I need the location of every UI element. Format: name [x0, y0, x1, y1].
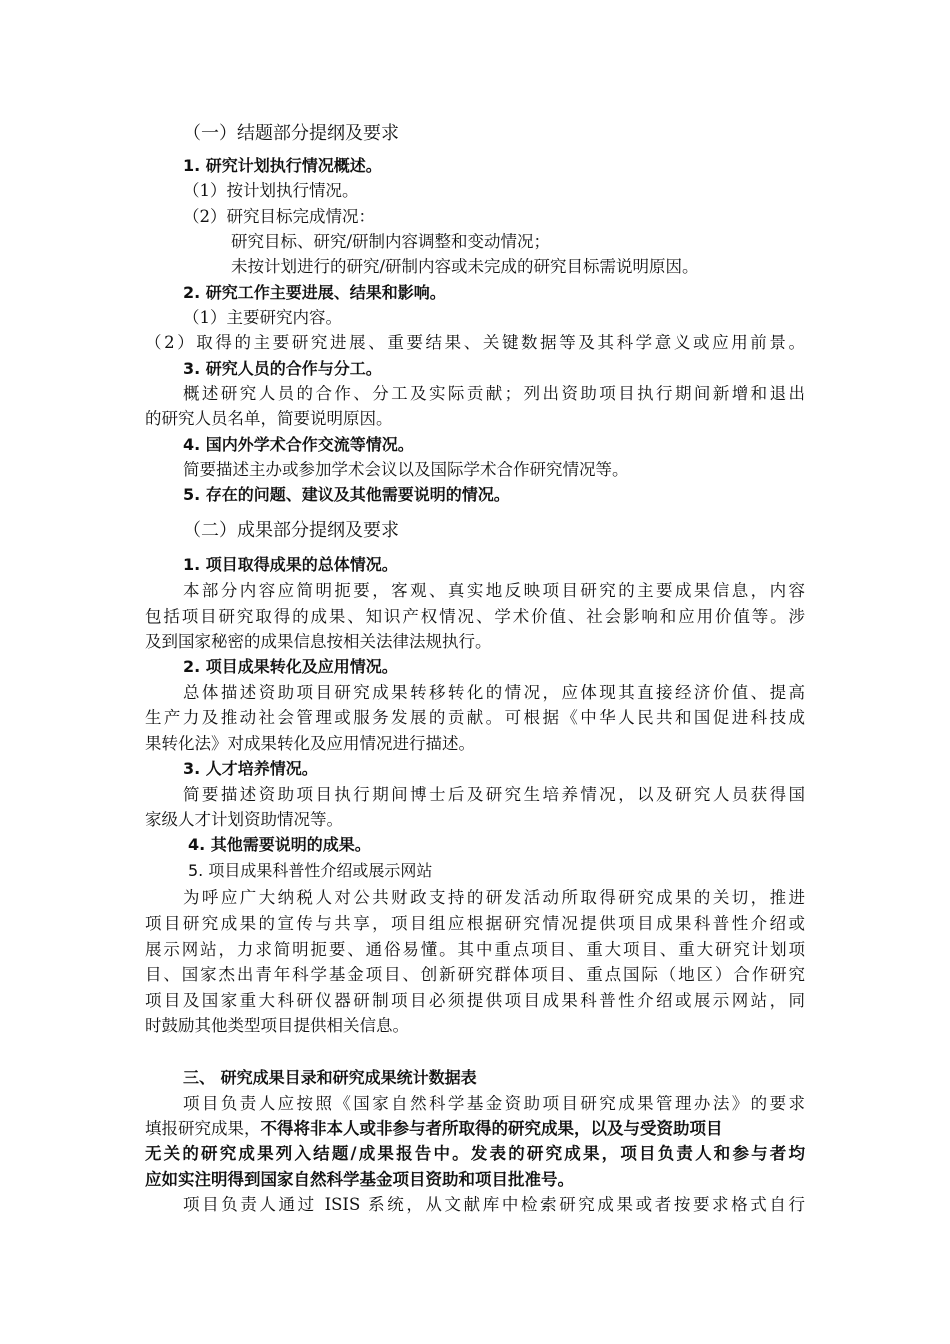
paragraph-line: （2）取得的主要研究进展、重要结果、关键数据等及其科学意义或应用前景。 [145, 333, 805, 352]
item-title: 3. 研究人员的合作与分工。 [183, 359, 382, 378]
paragraph-line [145, 1116, 723, 1142]
paragraph-line: （1）主要研究内容。 [183, 308, 342, 327]
paragraph-line: 生产力及推动社会管理或服务发展的贡献。可根据《中华人民共和国促进科技成 [145, 708, 805, 727]
paragraph-line: （1）按计划执行情况。 [183, 181, 359, 200]
paragraph-line: 为呼应广大纳税人对公共财政支持的研发活动所取得研究成果的关切，推进 [183, 888, 805, 907]
paragraph-line: 项目负责人应按照《国家自然科学基金资助项目研究成果管理办法》的要求 [183, 1094, 805, 1113]
item-title: 3. 人才培养情况。 [183, 759, 318, 778]
part-heading: 三、 研究成果目录和研究成果统计数据表 [183, 1068, 477, 1087]
item-title: 5. 存在的问题、建议及其他需要说明的情况。 [183, 485, 510, 504]
paragraph-line: 包括项目研究取得的成果、知识产权情况、学术价值、社会影响和应用价值等。涉 [145, 607, 805, 626]
bold-paragraph-line: 无关的研究成果列入结题/成果报告中。发表的研究成果，项目负责人和参与者均 [145, 1144, 805, 1163]
item-title: 5. 项目成果科普性介绍或展示网站 [188, 861, 433, 880]
paragraph-line: （2）研究目标完成情况： [183, 207, 375, 226]
paragraph-line: 家级人才计划资助情况等。 [145, 810, 343, 829]
paragraph-line: 项目研究成果的宣传与共享，项目组应根据研究情况提供项目成果科普性介绍或 [145, 914, 805, 933]
paragraph-line: 及到国家秘密的成果信息按相关法律法规执行。 [145, 632, 492, 651]
paragraph-line: 项目及国家重大科研仪器研制项目必须提供项目成果科普性介绍或展示网站，同 [145, 991, 805, 1010]
bold-text-run: 不得将非本人或非参与者所取得的研究成果，以及与受资助项目 [260, 1119, 723, 1138]
paragraph-line: 果转化法》对成果转化及应用情况进行描述。 [145, 734, 475, 753]
paragraph-line: 项目负责人通过 ISIS 系统，从文献库中检索研究成果或者按要求格式自行 [183, 1195, 805, 1214]
paragraph-line: 目、国家杰出青年科学基金项目、创新研究群体项目、重点国际（地区）合作研究 [145, 965, 805, 984]
item-title: 4. 国内外学术合作交流等情况。 [183, 435, 414, 454]
text-run: 填报研究成果， [145, 1119, 261, 1138]
bold-paragraph-line: 应如实注明得到国家自然科学基金项目资助和项目批准号。 [145, 1170, 574, 1189]
item-title: 2. 研究工作主要进展、结果和影响。 [183, 283, 446, 302]
item-title: 1. 项目取得成果的总体情况。 [183, 555, 398, 574]
paragraph-line: 简要描述资助项目执行期间博士后及研究生培养情况，以及研究人员获得国 [183, 785, 805, 804]
paragraph-line: 简要描述主办或参加学术会议以及国际学术合作研究情况等。 [183, 460, 629, 479]
paragraph-line: 未按计划进行的研究/研制内容或未完成的研究目标需说明原因。 [231, 257, 699, 276]
item-title: 4. 其他需要说明的成果。 [188, 835, 371, 854]
item-title: 2. 项目成果转化及应用情况。 [183, 657, 398, 676]
paragraph-line: 的研究人员名单，简要说明原因。 [145, 409, 393, 428]
paragraph-line: 本部分内容应简明扼要，客观、真实地反映项目研究的主要成果信息，内容 [183, 581, 805, 600]
paragraph-line: 概述研究人员的合作、分工及实际贡献；列出资助项目执行期间新增和退出 [183, 384, 805, 403]
paragraph-line: 总体描述资助项目研究成果转移转化的情况，应体现其直接经济价值、提高 [183, 683, 805, 702]
paragraph-line: 展示网站，力求简明扼要、通俗易懂。其中重点项目、重大项目、重大研究计划项 [145, 940, 805, 959]
section-heading-results: （二）成果部分提纲及要求 [183, 520, 399, 541]
paragraph-line: 时鼓励其他类型项目提供相关信息。 [145, 1016, 409, 1035]
section-heading-conclusion: （一）结题部分提纲及要求 [183, 123, 399, 144]
item-title: 1. 研究计划执行情况概述。 [183, 156, 382, 175]
paragraph-line: 研究目标、研究/研制内容调整和变动情况； [231, 232, 551, 251]
